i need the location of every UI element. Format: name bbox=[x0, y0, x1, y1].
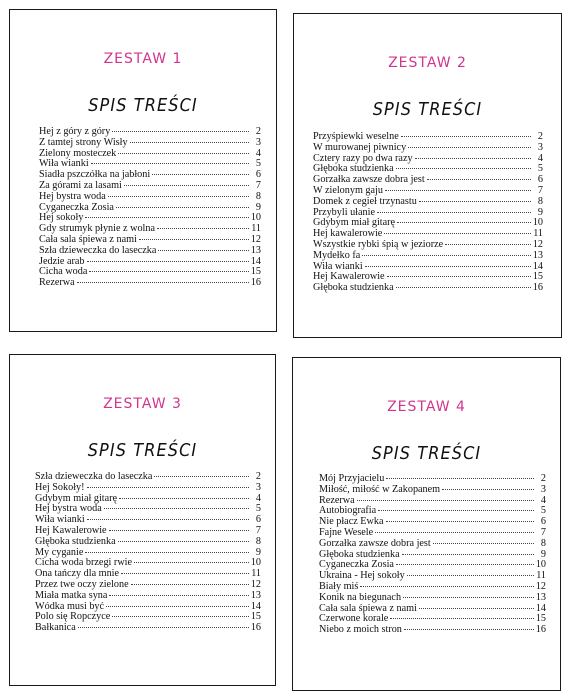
dot-leader bbox=[154, 476, 249, 477]
toc-entry-page-number: 3 bbox=[255, 136, 261, 148]
dot-leader bbox=[130, 142, 249, 143]
toc-entry-title: Wiła wianki bbox=[35, 514, 85, 526]
toc-entry-page-number: 6 bbox=[255, 169, 261, 181]
dot-leader bbox=[91, 163, 249, 164]
toc-entry-title: Niebo z moich stron bbox=[319, 624, 402, 636]
dot-leader bbox=[419, 608, 534, 609]
toc-entry-page-number: 15 bbox=[250, 611, 261, 623]
dot-leader bbox=[360, 586, 533, 587]
toc-entry-page-number: 9 bbox=[540, 548, 546, 560]
toc-entry-page-number: 7 bbox=[540, 526, 546, 538]
toc-entry-title: Nie płacz Ewka bbox=[319, 516, 384, 528]
toc-entry-page-number: 16 bbox=[535, 624, 546, 636]
set-title: ZESTAW 4 bbox=[387, 399, 466, 415]
toc-entry-title: Głęboka studzienka bbox=[313, 282, 394, 294]
toc-entry-title: Cyganeczka Zosia bbox=[39, 201, 114, 213]
toc-entry-title: Gorzałka zawsze dobra jest bbox=[313, 174, 425, 186]
toc-entry bbox=[35, 591, 261, 602]
toc-entry bbox=[35, 623, 261, 634]
toc-entry-page-number: 5 bbox=[255, 503, 261, 515]
dot-leader bbox=[390, 618, 534, 619]
toc-entry-page-number: 10 bbox=[250, 557, 261, 569]
dot-leader bbox=[365, 266, 531, 267]
toc-entry-title: Przyśpiewki weselne bbox=[313, 131, 399, 142]
toc-entry-title: Autobiografia bbox=[319, 505, 377, 517]
toc-page-set-1 bbox=[9, 9, 277, 332]
set-title: ZESTAW 3 bbox=[103, 396, 182, 412]
toc-entry-title: Hej sokoły bbox=[39, 212, 84, 224]
dot-leader bbox=[89, 271, 248, 272]
toc-entry-title: Szła dzieweczka do laseczka bbox=[39, 244, 157, 256]
dot-leader bbox=[433, 543, 534, 544]
toc-entry-title: Głęboka studzienka bbox=[35, 535, 116, 547]
dot-leader bbox=[87, 487, 249, 488]
toc-page-set-3 bbox=[9, 354, 276, 686]
dot-leader bbox=[116, 207, 249, 208]
toc-entry-title: Rezerwa bbox=[319, 494, 355, 506]
dot-leader bbox=[109, 595, 248, 596]
dot-leader bbox=[106, 606, 249, 607]
toc-entry-page-number: 2 bbox=[537, 131, 543, 142]
toc-entry-title: Siadła pszczółka na jabłoni bbox=[39, 169, 151, 181]
dot-leader bbox=[131, 584, 249, 585]
dot-leader bbox=[124, 185, 249, 186]
toc-entry-title: Cała sala śpiewa z nami bbox=[319, 602, 417, 614]
toc-entry-title: Polo się Ropczyce bbox=[35, 611, 111, 623]
dot-leader bbox=[384, 233, 531, 234]
dot-leader bbox=[375, 532, 534, 533]
toc-entry-page-number: 16 bbox=[250, 622, 261, 634]
dot-leader bbox=[112, 131, 249, 132]
dot-leader bbox=[396, 287, 531, 288]
toc-list bbox=[35, 472, 261, 634]
dot-leader bbox=[397, 222, 531, 223]
toc-entry-title: Z tamtej strony Wisły bbox=[39, 136, 128, 148]
dot-leader bbox=[157, 228, 249, 229]
toc-page-set-2 bbox=[293, 13, 562, 338]
set-title: ZESTAW 2 bbox=[388, 55, 467, 71]
dot-leader bbox=[357, 500, 534, 501]
toc-entry-page-number: 16 bbox=[250, 277, 261, 289]
dot-leader bbox=[119, 498, 249, 499]
toc-heading: SPIS TREŚCI bbox=[371, 444, 482, 464]
dot-leader bbox=[108, 196, 249, 197]
toc-entry-title: Hej bystra woda bbox=[35, 503, 102, 515]
toc-entry-page-number: 6 bbox=[540, 516, 546, 528]
toc-entry-page-number: 7 bbox=[255, 179, 261, 191]
toc-entry-page-number: 4 bbox=[540, 494, 546, 506]
toc-entry-title: Głęboka studzienka bbox=[313, 163, 394, 175]
dot-leader bbox=[85, 552, 249, 553]
dot-leader bbox=[377, 212, 531, 213]
toc-entry-page-number: 3 bbox=[540, 483, 546, 495]
toc-entry-page-number: 7 bbox=[537, 184, 543, 196]
toc-entry bbox=[319, 485, 546, 496]
toc-entry bbox=[313, 143, 543, 154]
toc-entry-title: Hej Sokoły! bbox=[35, 481, 85, 493]
toc-entry-page-number: 5 bbox=[537, 163, 543, 175]
toc-entry bbox=[39, 278, 261, 289]
dot-leader bbox=[158, 250, 248, 251]
toc-entry-title: Bałkanica bbox=[35, 622, 76, 634]
toc-entry-page-number: 8 bbox=[540, 537, 546, 549]
dot-leader bbox=[442, 489, 534, 490]
toc-entry-page-number: 14 bbox=[535, 602, 546, 614]
toc-entry-title: W murowanej piwnicy bbox=[313, 141, 407, 153]
toc-entry-page-number: 8 bbox=[537, 195, 543, 207]
toc-entry-title: Mydełko fa bbox=[313, 249, 361, 261]
toc-entry-title: Biały miś bbox=[319, 580, 359, 592]
toc-entry bbox=[313, 251, 543, 262]
toc-entry-title: Wiła wianki bbox=[313, 260, 363, 272]
toc-entry-title: Domek z cegieł trzynastu bbox=[313, 195, 417, 207]
toc-entry-title: Cała sala śpiewa z nami bbox=[39, 233, 137, 245]
dot-leader bbox=[396, 564, 534, 565]
dot-leader bbox=[427, 179, 531, 180]
dot-leader bbox=[87, 261, 249, 262]
toc-entry bbox=[39, 192, 261, 203]
dot-leader bbox=[385, 190, 531, 191]
toc-entry-page-number: 2 bbox=[255, 126, 261, 137]
dot-leader bbox=[152, 174, 249, 175]
dot-leader bbox=[403, 597, 534, 598]
toc-entry-page-number: 6 bbox=[537, 174, 543, 186]
dot-leader bbox=[401, 136, 531, 137]
dot-leader bbox=[78, 627, 249, 628]
toc-entry-page-number: 9 bbox=[255, 546, 261, 558]
dot-leader bbox=[134, 562, 249, 563]
dot-leader bbox=[396, 168, 531, 169]
toc-entry-page-number: 3 bbox=[537, 141, 543, 153]
dot-leader bbox=[419, 201, 531, 202]
dot-leader bbox=[404, 629, 534, 630]
toc-entry bbox=[39, 246, 261, 257]
toc-entry-page-number: 10 bbox=[532, 217, 543, 229]
dot-leader bbox=[386, 478, 534, 479]
dot-leader bbox=[378, 510, 534, 511]
toc-entry-page-number: 15 bbox=[532, 271, 543, 283]
toc-entry bbox=[39, 138, 261, 149]
dot-leader bbox=[85, 217, 248, 218]
toc-entry-title: Czerwone korale bbox=[319, 613, 389, 625]
toc-entry-page-number: 12 bbox=[250, 233, 261, 245]
toc-entry-page-number: 8 bbox=[255, 190, 261, 202]
toc-entry-page-number: 10 bbox=[535, 559, 546, 571]
toc-entry-title: Gorzałka zawsze dobra jest bbox=[319, 537, 431, 549]
toc-entry-page-number: 6 bbox=[255, 514, 261, 526]
dot-leader bbox=[118, 541, 249, 542]
toc-list bbox=[39, 127, 261, 289]
toc-entry-page-number: 5 bbox=[255, 158, 261, 170]
toc-heading: SPIS TREŚCI bbox=[87, 441, 198, 461]
toc-heading: SPIS TREŚCI bbox=[372, 100, 483, 120]
toc-list bbox=[319, 474, 546, 636]
toc-entry-page-number: 14 bbox=[250, 600, 261, 612]
toc-entry-title: Hej Kawalerowie bbox=[313, 271, 385, 283]
toc-entry-page-number: 15 bbox=[250, 266, 261, 278]
dot-leader bbox=[104, 508, 249, 509]
toc-entry-title: Miała matka syna bbox=[35, 589, 108, 601]
toc-entry-title: Głęboka studzienka bbox=[319, 548, 400, 560]
toc-entry bbox=[35, 483, 261, 494]
toc-entry-page-number: 11 bbox=[533, 228, 543, 240]
toc-entry-page-number: 14 bbox=[532, 260, 543, 272]
toc-entry-page-number: 3 bbox=[255, 481, 261, 493]
toc-entry-page-number: 4 bbox=[255, 147, 261, 159]
toc-entry-page-number: 12 bbox=[250, 578, 261, 590]
toc-entry-page-number: 7 bbox=[255, 524, 261, 536]
toc-entry-title: Za górami za lasami bbox=[39, 179, 122, 191]
toc-entry-page-number: 12 bbox=[535, 580, 546, 592]
toc-list bbox=[313, 132, 543, 294]
dot-leader bbox=[402, 554, 534, 555]
toc-entry-title: Przybyli ułanie bbox=[313, 206, 375, 218]
set-title: ZESTAW 1 bbox=[103, 51, 183, 67]
toc-entry-title: Cicha woda brzegi rwie bbox=[35, 557, 133, 569]
dot-leader bbox=[445, 244, 531, 245]
toc-entry-title: Wiła wianki bbox=[39, 158, 89, 170]
toc-entry-title: Ukraina - Hej sokoły bbox=[319, 570, 405, 582]
dot-leader bbox=[362, 255, 531, 256]
toc-page-set-4 bbox=[292, 357, 561, 691]
toc-entry-title: Gdybym miał gitarę bbox=[313, 217, 396, 229]
toc-entry-page-number: 5 bbox=[540, 505, 546, 517]
toc-entry bbox=[313, 283, 543, 294]
toc-entry bbox=[313, 197, 543, 208]
toc-entry-title: Przez twe oczy zielone bbox=[35, 578, 129, 590]
toc-entry-page-number: 8 bbox=[255, 535, 261, 547]
toc-entry-title: Hej z góry z góry bbox=[39, 126, 111, 137]
toc-entry-page-number: 10 bbox=[250, 212, 261, 224]
toc-entry-page-number: 2 bbox=[255, 471, 261, 482]
dot-leader bbox=[121, 573, 249, 574]
toc-entry-title: Wszystkie rybki śpią w jeziorze bbox=[313, 238, 444, 250]
toc-entry bbox=[319, 625, 546, 636]
toc-entry-page-number: 11 bbox=[536, 570, 546, 582]
toc-entry-page-number: 13 bbox=[250, 244, 261, 256]
toc-entry-page-number: 14 bbox=[250, 255, 261, 267]
toc-entry-title: Zielony mosteczek bbox=[39, 147, 117, 159]
dot-leader bbox=[112, 616, 249, 617]
toc-entry-page-number: 2 bbox=[540, 473, 546, 484]
toc-entry-page-number: 16 bbox=[532, 282, 543, 294]
toc-entry-title: Jedzie arab bbox=[39, 255, 85, 267]
dot-leader bbox=[415, 158, 531, 159]
dot-leader bbox=[408, 147, 531, 148]
toc-entry-page-number: 11 bbox=[251, 568, 261, 580]
toc-entry bbox=[319, 539, 546, 550]
toc-entry-title: Hej bystra woda bbox=[39, 190, 106, 202]
toc-entry-page-number: 9 bbox=[255, 201, 261, 213]
toc-entry-page-number: 15 bbox=[535, 613, 546, 625]
toc-entry-title: Rezerwa bbox=[39, 277, 75, 289]
toc-entry-page-number: 13 bbox=[250, 589, 261, 601]
toc-entry bbox=[319, 593, 546, 604]
toc-entry-page-number: 11 bbox=[251, 223, 261, 235]
dot-leader bbox=[87, 519, 249, 520]
toc-entry-title: W zielonym gaju bbox=[313, 184, 383, 196]
toc-entry-title: Szła dzieweczka do laseczka bbox=[35, 471, 153, 482]
toc-entry-title: Cyganeczka Zosia bbox=[319, 559, 394, 571]
toc-entry-page-number: 9 bbox=[537, 206, 543, 218]
dot-leader bbox=[118, 153, 249, 154]
toc-entry bbox=[35, 537, 261, 548]
toc-entry-page-number: 4 bbox=[255, 492, 261, 504]
dot-leader bbox=[387, 276, 531, 277]
toc-entry-title: Gdybym miał gitarę bbox=[35, 492, 118, 504]
toc-entry-title: Cicha woda bbox=[39, 266, 88, 278]
dot-leader bbox=[386, 521, 535, 522]
dot-leader bbox=[139, 239, 249, 240]
toc-entry-page-number: 4 bbox=[537, 152, 543, 164]
toc-entry-page-number: 13 bbox=[535, 591, 546, 603]
toc-entry-title: Hej Kawalerowie bbox=[35, 524, 107, 536]
dot-leader bbox=[407, 575, 534, 576]
toc-entry-page-number: 12 bbox=[532, 238, 543, 250]
toc-entry-title: Wódka musi być bbox=[35, 600, 105, 612]
dot-leader bbox=[109, 530, 249, 531]
toc-entry-title: Miłość, miłość w Zakopanem bbox=[319, 483, 441, 495]
toc-entry-page-number: 13 bbox=[532, 249, 543, 261]
toc-entry-title: Konik na biegunach bbox=[319, 591, 402, 603]
toc-entry-title: Hej kawalerowie bbox=[313, 228, 383, 240]
toc-entry-title: Mój Przyjacielu bbox=[319, 473, 385, 484]
toc-entry-title: Ona tańczy dla mnie bbox=[35, 568, 120, 580]
toc-entry-title: Gdy strumyk płynie z wolna bbox=[39, 223, 156, 235]
toc-entry-title: Cztery razy po dwa razy bbox=[313, 152, 413, 164]
toc-heading: SPIS TREŚCI bbox=[88, 96, 198, 116]
toc-entry-title: Fajne Wesele bbox=[319, 526, 374, 538]
toc-entry-title: My cyganie bbox=[35, 546, 84, 558]
dot-leader bbox=[77, 282, 249, 283]
